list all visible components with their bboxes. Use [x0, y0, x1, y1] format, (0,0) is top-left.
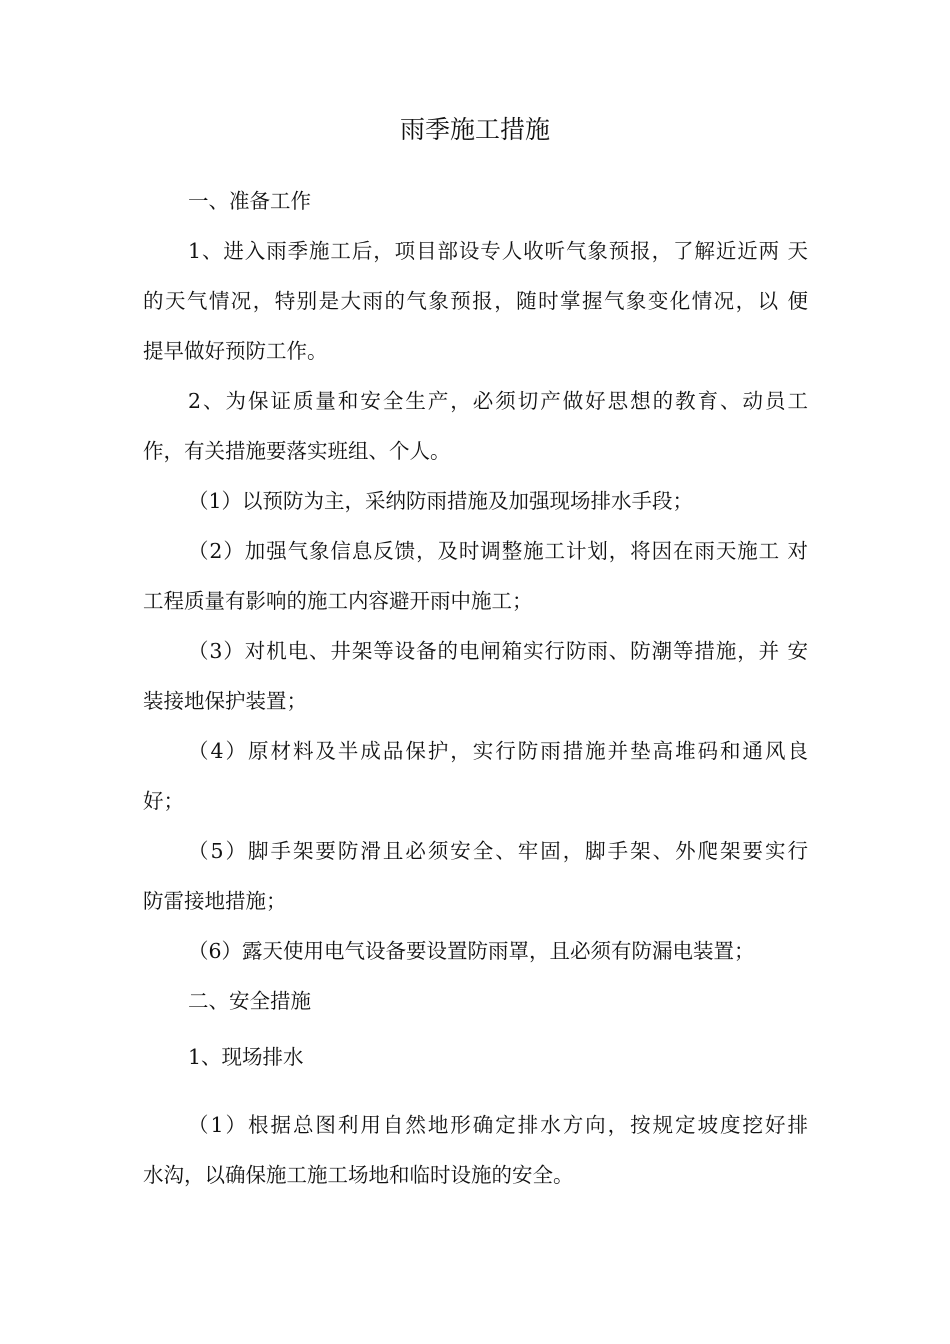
list-item: （5）脚手架要防滑且必须安全、牢固，脚手架、外爬架要实行: [188, 839, 808, 863]
section-heading-preparation: 一、准备工作: [188, 189, 311, 213]
paragraph-line: 1、进入雨季施工后，项目部设专人收听气象预报，了解近近两 天: [188, 239, 808, 263]
paragraph-line: 好；: [143, 789, 184, 813]
list-item: （6）露天使用电气设备要设置防雨罩，且必须有防漏电装置；: [188, 939, 755, 963]
list-item: （1）根据总图利用自然地形确定排水方向，按规定坡度挖好排: [188, 1113, 808, 1137]
paragraph-line: 工程质量有影响的施工内容避开雨中施工；: [143, 589, 533, 613]
document-title: 雨季施工措施: [399, 115, 550, 144]
paragraph-line: 防雷接地措施；: [143, 889, 287, 913]
paragraph-line: 作，有关措施要落实班组、个人。: [143, 439, 451, 463]
section-heading-safety: 二、安全措施: [188, 989, 311, 1013]
paragraph-line: 水沟，以确保施工施工场地和临时设施的安全。: [143, 1163, 574, 1187]
paragraph-line: 装接地保护装置；: [143, 689, 307, 713]
subsection-heading: 1、现场排水: [188, 1045, 304, 1069]
paragraph-line: 提早做好预防工作。: [143, 339, 328, 363]
paragraph-line: 2、为保证质量和安全生产，必须切产做好思想的教育、动员工: [188, 389, 808, 413]
list-item: （1）以预防为主，采纳防雨措施及加强现场排水手段；: [188, 489, 694, 513]
list-item: （2）加强气象信息反馈，及时调整施工计划，将因在雨天施工 对: [188, 539, 808, 563]
list-item: （3）对机电、井架等设备的电闸箱实行防雨、防潮等措施，并 安: [188, 639, 808, 663]
paragraph-line: 的天气情况，特别是大雨的气象预报，随时掌握气象变化情况，以 便: [143, 289, 808, 313]
list-item: （4）原材料及半成品保护，实行防雨措施并垫高堆码和通风良: [188, 739, 808, 763]
